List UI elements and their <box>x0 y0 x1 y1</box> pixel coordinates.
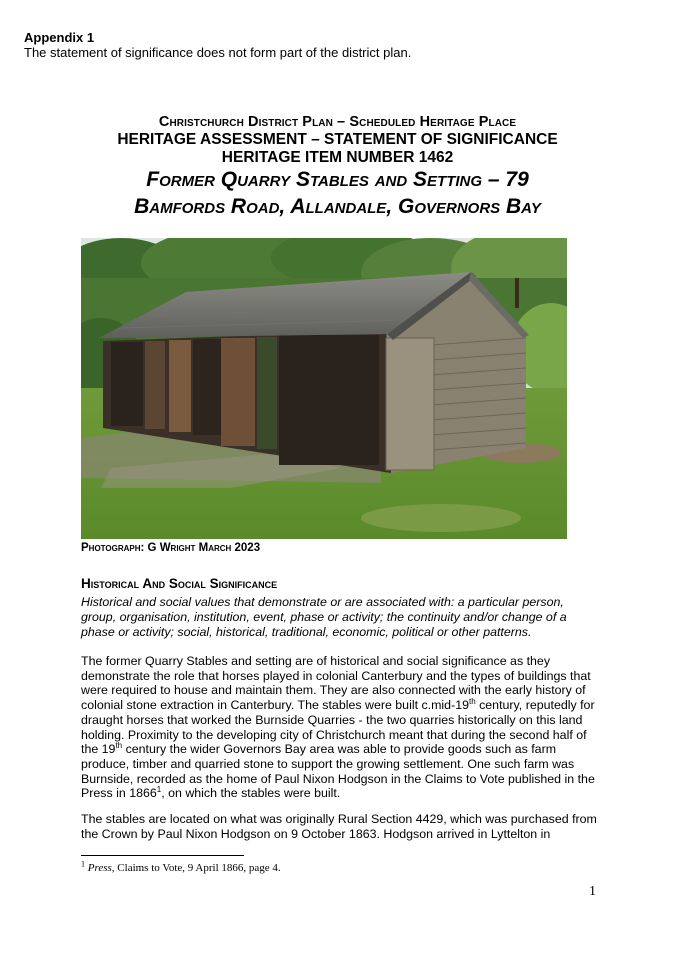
assessment-heading: HERITAGE ASSESSMENT – STATEMENT OF SIGNIFICANCE <box>117 131 558 148</box>
footnote-reference[interactable]: 1 <box>156 785 162 795</box>
paragraph-1-text: , on which the stables were built. <box>161 786 341 801</box>
footnote-source: Press <box>87 862 112 874</box>
appendix-block <box>24 30 411 60</box>
appendix-note: The statement of significance does not form part of the district plan. <box>24 45 412 60</box>
footnote-number: 1 <box>81 859 85 869</box>
photo-caption: Photograph: G Wright March 2023 <box>81 542 261 554</box>
stables-photograph <box>81 238 567 539</box>
superscript: th <box>115 741 123 751</box>
place-title-line-1: Former Quarry Stables and Setting – 79 <box>146 168 529 191</box>
page-number: 1 <box>589 884 596 899</box>
section-intro: Historical and social values that demonstrate or are associated with: a particular person, group, organisation, institution, event, phase or activity; the continuity and/or change of a phase or activity; social, historical, traditional, economic, political or other patterns. <box>81 595 567 639</box>
footnote-divider <box>81 855 244 856</box>
item-number-heading: HERITAGE ITEM NUMBER 1462 <box>221 149 454 166</box>
paragraph-1-text: century the wider Governors Bay area was able to provide goods such as farm produce, timber and quarried stone to support the growing settlement. One such farm was Burnside, recorded as the home of Paul Nixon Hodgson in the Claims to Vote published in the Press in 1866 <box>81 742 595 801</box>
plan-heading: Christchurch District Plan – Scheduled Heritage Place <box>158 114 517 130</box>
appendix-title: Appendix 1 <box>24 30 95 45</box>
paragraph-1-text: century, reputedly for draught horses that worked the Burnside Quarries - the two quarries historically on this land holding. Proximity to the developing city of Christchurch meant that during the second half of the 19 <box>81 698 595 757</box>
paragraph-1 <box>81 654 601 801</box>
paragraph-2: The stables are located on what was originally Rural Section 4429, which was purchased from the Crown by Paul Nixon Hodgson on 9 October 1863. Hodgson arrived in Lyttelton in <box>81 812 597 841</box>
footnote-text: , Claims to Vote, 9 April 1866, page 4. <box>111 862 281 874</box>
place-title-line-2: Bamfords Road, Allandale, Governors Bay <box>134 195 541 218</box>
section-heading: Historical And Social Significance <box>81 576 278 591</box>
superscript: th <box>468 696 476 706</box>
footnote <box>81 859 281 874</box>
paragraph-1-text: The former Quarry Stables and setting are of historical and social significance as they demonstrate the role that horses played in colonial Canterbury and the types of buildings that were required to house and maintain them. They are also connected with the early history of colonial stone extraction in Canterbury. The stables were built c.mid-19 <box>81 654 591 713</box>
